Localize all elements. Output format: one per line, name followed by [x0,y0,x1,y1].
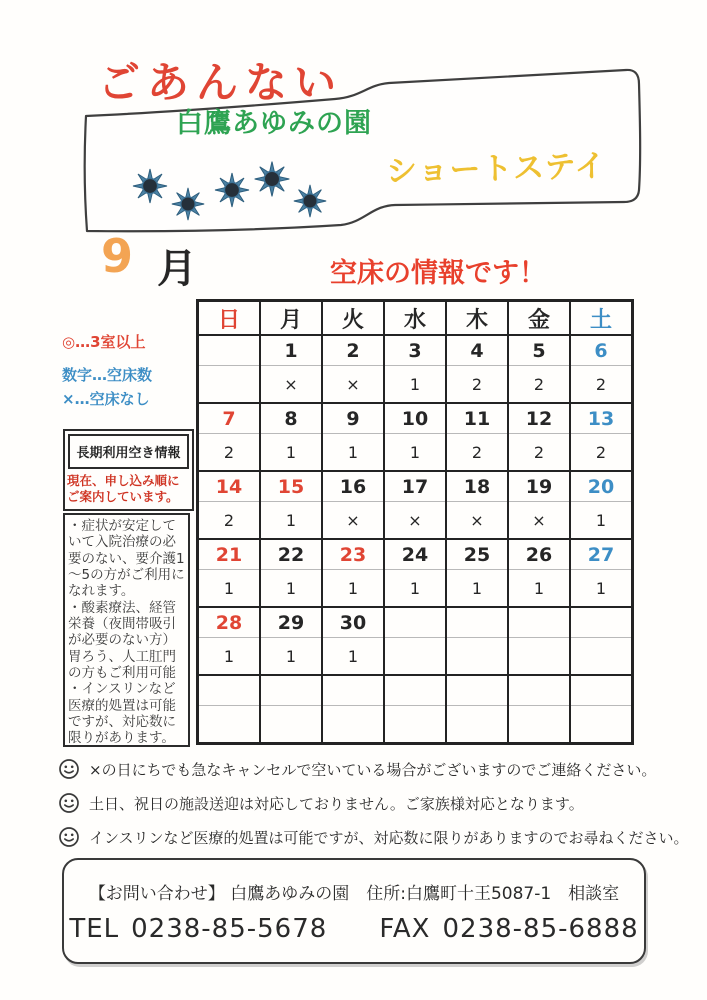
snowflake-decoration-icons [122,160,332,224]
vacancy-cell: 1 [570,570,633,608]
vacancy-cell: 1 [384,434,446,472]
note-row [58,758,658,780]
date-cell: 23 [322,539,384,570]
date-cell: 19 [508,471,570,502]
date-cell: 11 [446,403,508,434]
vacancy-cell: 2 [198,434,261,472]
vacancy-cell [322,706,384,744]
vacancy-cell: 1 [384,366,446,404]
weekday-header: 木 [446,301,508,336]
calendar-date-row [198,403,633,434]
calendar-value-row [198,706,633,744]
vacancy-cell: 1 [260,502,322,540]
calendar-value-row [198,570,633,608]
condition-item: ・酸素療法、経管栄養（夜間帯吸引が必要のない方）胃ろう、人工肛門の方もご利用可能 [68,599,176,681]
calendar-value-row [198,366,633,404]
vacancy-cell: 2 [198,502,261,540]
vacancy-cell: 2 [446,434,508,472]
calendar-date-row [198,675,633,706]
date-cell: 1 [260,335,322,366]
date-cell [446,607,508,638]
vacancy-cell: 2 [508,434,570,472]
vacancy-cell: 2 [508,366,570,404]
vacancy-cell [508,706,570,744]
date-cell: 20 [570,471,633,502]
date-cell [198,675,261,706]
banner-title: ごあんない [98,58,344,107]
note-row [58,792,658,814]
weekday-header: 月 [260,301,322,336]
smiley-icon [58,758,80,780]
month-number: 9 [101,229,134,283]
vacancy-cell [570,706,633,744]
fax-number: 0238-85-6888 [442,913,639,944]
date-cell: 16 [322,471,384,502]
calendar-container [196,299,634,745]
vacancy-cell [446,706,508,744]
calendar-value-row [198,638,633,676]
vacancy-cell: 1 [322,570,384,608]
vacancy-cell: 2 [446,366,508,404]
vacancy-cell: 1 [384,570,446,608]
weekday-header: 水 [384,301,446,336]
longterm-info-box [63,429,194,511]
date-cell: 26 [508,539,570,570]
vacancy-cell: × [446,502,508,540]
date-cell: 18 [446,471,508,502]
vacancy-cell: 1 [570,502,633,540]
contact-phone-line [63,914,644,944]
note-text: ×の日にちでも急なキャンセルで空いている場合がございますのでご連絡ください。 [89,760,657,779]
tel-label: TEL [69,913,120,944]
date-cell: 17 [384,471,446,502]
date-cell: 8 [260,403,322,434]
vacancy-cell [446,638,508,676]
calendar-date-row [198,335,633,366]
vacancy-cell: 1 [446,570,508,608]
date-cell: 27 [570,539,633,570]
smiley-icon [58,792,80,814]
date-cell [384,675,446,706]
date-cell [198,335,261,366]
longterm-info-title: 長期利用空き情報 [68,434,189,469]
date-cell: 9 [322,403,384,434]
vacancy-cell: × [508,502,570,540]
vacancy-cell: 1 [322,434,384,472]
vacancy-cell: 2 [570,434,633,472]
date-cell: 30 [322,607,384,638]
vacancy-cell: × [384,502,446,540]
vacancy-cell [198,706,261,744]
date-cell: 24 [384,539,446,570]
date-cell: 25 [446,539,508,570]
vacancy-cell: 1 [508,570,570,608]
vacancy-cell [260,706,322,744]
date-cell [260,675,322,706]
note-text: 土日、祝日の施設送迎は対応しておりません。ご家族様対応となります。 [89,794,584,813]
date-cell [322,675,384,706]
notes-list [58,758,689,860]
vacancy-cell [384,706,446,744]
calendar-header-row [198,301,633,336]
vacancy-cell [508,638,570,676]
date-cell: 4 [446,335,508,366]
condition-item: ・インスリンなど医療的処置は可能ですが、対応数に限りがあります。 [68,681,176,747]
vacancy-cell: 1 [322,638,384,676]
vacancy-cell: 1 [260,434,322,472]
weekday-header: 火 [322,301,384,336]
vacancy-cell [384,638,446,676]
date-cell [384,607,446,638]
date-cell: 10 [384,403,446,434]
date-cell: 13 [570,403,633,434]
date-cell [446,675,508,706]
calendar-value-row [198,502,633,540]
note-text: インスリンなど医療的処置は可能ですが、対応数に限りがありますのでお尋ねください。 [89,828,689,847]
legend-number-meaning: 数字…空床数 [62,366,153,384]
date-cell: 22 [260,539,322,570]
date-cell: 21 [198,539,261,570]
date-cell: 12 [508,403,570,434]
date-cell: 29 [260,607,322,638]
calendar-date-row [198,539,633,570]
vacancy-cell: 1 [198,638,261,676]
date-cell [570,607,633,638]
vacancy-cell [570,638,633,676]
fax-label: FAX [379,913,431,944]
date-cell: 14 [198,471,261,502]
date-cell: 28 [198,607,261,638]
vacancy-cell: 1 [260,570,322,608]
calendar-value-row [198,434,633,472]
date-cell: 7 [198,403,261,434]
weekday-header: 金 [508,301,570,336]
calendar-date-row [198,607,633,638]
vacancy-cell: × [260,366,322,404]
weekday-header: 土 [570,301,633,336]
service-name: ショートステイ [385,148,607,190]
vacancy-calendar [196,299,634,745]
vacancy-cell: 1 [198,570,261,608]
date-cell: 15 [260,471,322,502]
longterm-info-note: 現在、申し込み順にご案内しています。 [67,473,180,504]
vacancy-cell: 2 [570,366,633,404]
facility-name: 白鷹あゆみの園 [176,108,372,139]
tel-number: 0238-85-5678 [131,913,328,944]
month-unit: 月 [157,246,197,292]
date-cell: 2 [322,335,384,366]
vacancy-cell [198,366,261,404]
contact-address-line: 【お問い合わせ】 白鷹あゆみの園 住所:白鷹町十王5087-1 相談室 [88,883,620,904]
legend-no-vacancy: ×…空床なし [62,390,150,408]
vacancy-cell: × [322,502,384,540]
usage-conditions-box [63,513,190,747]
date-cell: 6 [570,335,633,366]
vacancy-cell: × [322,366,384,404]
vacancy-headline: 空床の情報です！ [330,258,546,289]
condition-item: ・症状が安定していて入院治療の必要のない、要介護1～5の方がご利用になれます。 [68,518,185,600]
weekday-header: 日 [198,301,261,336]
date-cell [508,675,570,706]
note-row [58,826,689,848]
date-cell [570,675,633,706]
contact-box [62,858,646,964]
smiley-icon [58,826,80,848]
date-cell: 5 [508,335,570,366]
legend-three-rooms: ◎…3室以上 [62,333,146,351]
calendar-date-row [198,471,633,502]
date-cell: 3 [384,335,446,366]
vacancy-cell: 1 [260,638,322,676]
date-cell [508,607,570,638]
